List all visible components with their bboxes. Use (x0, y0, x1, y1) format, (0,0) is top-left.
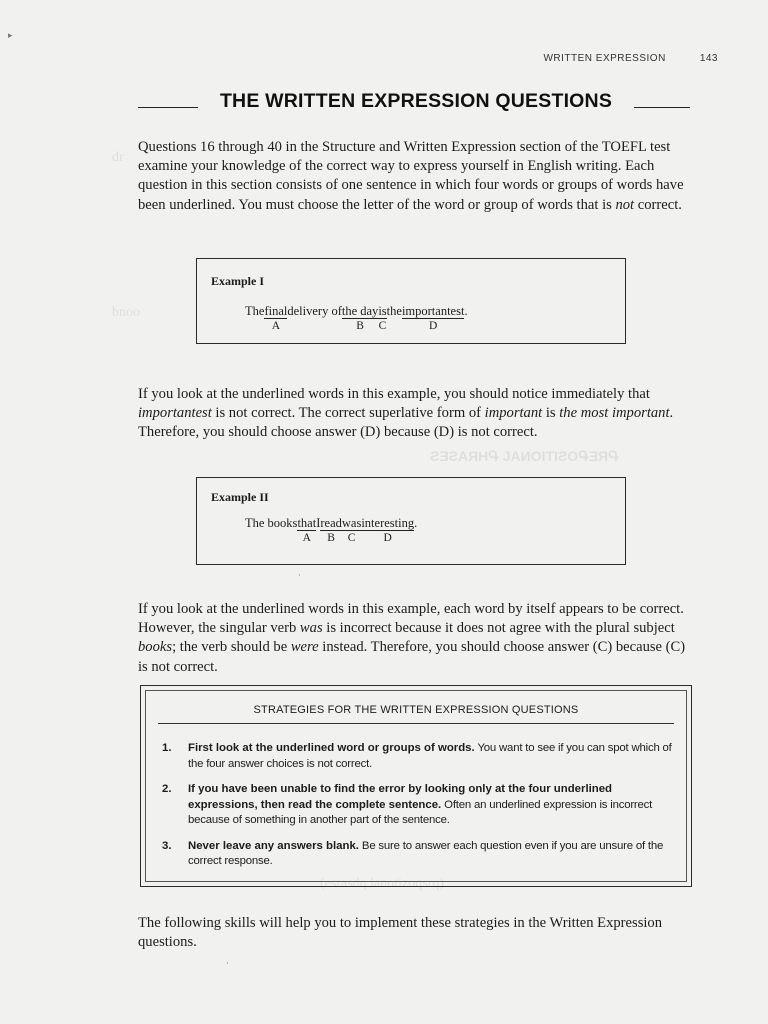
explanation-emphasis: was (299, 620, 323, 637)
scan-mark: ▸ (8, 30, 13, 40)
explanation-emphasis: the most important (559, 405, 670, 422)
strategy-detail: Be sure to answer each question even if you are unsure of the correct response. (188, 839, 664, 867)
heading-rule-right (634, 107, 690, 108)
intro-paragraph (138, 138, 694, 215)
example-2-sentence (245, 516, 418, 544)
answer-letter: D (383, 532, 392, 544)
strategy-item (162, 839, 672, 870)
answer-letter: D (429, 320, 438, 332)
strategies-box (140, 685, 692, 887)
example-1-sentence (245, 304, 468, 332)
explanation-emphasis: books (138, 639, 173, 656)
example-2-title: Example II (211, 490, 269, 504)
explanation-text: ; the verb should be (172, 639, 291, 656)
underlined-option: importantest D (401, 304, 465, 332)
explanation-emphasis: were (290, 639, 319, 656)
strategy-item (162, 741, 672, 772)
explanation-emphasis: importantest (138, 405, 212, 422)
show-through-artifact: ƧƎƧAЯHԳ JAИOITIƧOԳƎЯԳ (430, 448, 619, 464)
strategy-number: 1. (162, 742, 172, 754)
example-1-box (196, 258, 626, 344)
explanation-text: . Therefore, you should choose answer (D) because (D) is not correct. (138, 405, 674, 441)
intro-text-end: correct. (634, 196, 682, 213)
explanation-emphasis: important (484, 405, 543, 422)
strategy-detail: You want to see if you can spot which of the four answer choices is not correct. (188, 742, 672, 770)
show-through-artifact: bnoo (112, 305, 140, 320)
explanation-text: instead. Therefore, you should choose answer (C) because (C) is not correct. (138, 639, 686, 675)
example-2-box (196, 477, 626, 565)
explanation-text: If you look at the underlined words in this example, each word by itself appears to be correct. However, the singular verb (138, 601, 684, 637)
sentence-text: . (414, 516, 418, 530)
sentence-text: . (464, 304, 468, 318)
strategies-inner-frame (145, 690, 687, 882)
running-header-section: WRITTEN EXPRESSION (543, 53, 666, 64)
underlined-option: was C (341, 516, 362, 544)
strategy-lead: First look at the underlined word or groups of words. (188, 742, 475, 754)
answer-letter: C (347, 532, 356, 544)
intro-text: Questions 16 through 40 in the Structure and Written Expression section of the TOEFL test examine your knowledge of the correct way to express yourself in English writing. Each question in this section consists of one sentence in which four words or groups of words have been underlined. You must choose the letter of the word or group of words that is (138, 139, 684, 213)
sentence-text: The (245, 304, 265, 318)
explanation-text: is (542, 405, 560, 422)
intro-emphasis: not (615, 196, 635, 213)
strategy-number: 2. (162, 783, 172, 795)
example-1-title: Example I (211, 274, 265, 288)
underlined-option: is C (378, 304, 387, 332)
show-through-artifact: (esrasdq lanotizoqsrq) (320, 876, 445, 891)
page-number: 143 (699, 53, 718, 64)
section-title: THE WRITTEN EXPRESSION QUESTIONS (219, 90, 613, 112)
answer-letter: C (378, 320, 387, 332)
answer-letter: B (356, 320, 364, 332)
strategy-item (162, 782, 672, 829)
answer-letter: A (271, 320, 281, 332)
underlined-option: read B (320, 516, 342, 544)
answer-letter: A (302, 532, 311, 544)
underlined-option: interesting D (361, 516, 415, 544)
strategies-divider (158, 723, 674, 724)
strategies-title: STRATEGIES FOR THE WRITTEN EXPRESSION QUESTIONS (253, 704, 579, 716)
strategy-detail: Often an underlined expression is incorrect because of something in another part of the sentence. (188, 798, 653, 826)
sentence-text: the (386, 304, 402, 318)
example-1-explanation (138, 385, 694, 443)
answer-letter: B (327, 532, 335, 544)
scan-mark: · (226, 958, 229, 968)
strategy-lead: If you have been unable to find the error by looking only at the four underlined expressions, then read the complete sentence. (188, 783, 613, 811)
strategy-number: 3. (162, 839, 172, 852)
explanation-text: If you look at the underlined words in this example, you should notice immediately that (138, 386, 650, 402)
closing-paragraph: The following skills will help you to implement these strategies in the Written Expression questions. (138, 915, 663, 951)
example-2-explanation (138, 600, 694, 677)
scan-mark: · (298, 570, 301, 580)
sentence-text: delivery of (287, 304, 342, 318)
strategies-list (162, 741, 672, 880)
sentence-text: The books (245, 516, 298, 530)
explanation-text: is not correct. The correct superlative form of (211, 405, 485, 422)
underlined-option: the day B (341, 304, 379, 332)
sentence-text: I (316, 516, 321, 530)
explanation-text: is incorrect because it does not agree with the plural subject (322, 620, 675, 637)
strategy-lead: Never leave any answers blank. (188, 839, 359, 852)
heading-rule-left (138, 107, 198, 108)
section-heading (138, 90, 690, 120)
show-through-artifact: dr (112, 150, 124, 165)
running-header (543, 53, 718, 64)
underlined-option: final A (264, 304, 288, 332)
underlined-option: that A (297, 516, 317, 544)
